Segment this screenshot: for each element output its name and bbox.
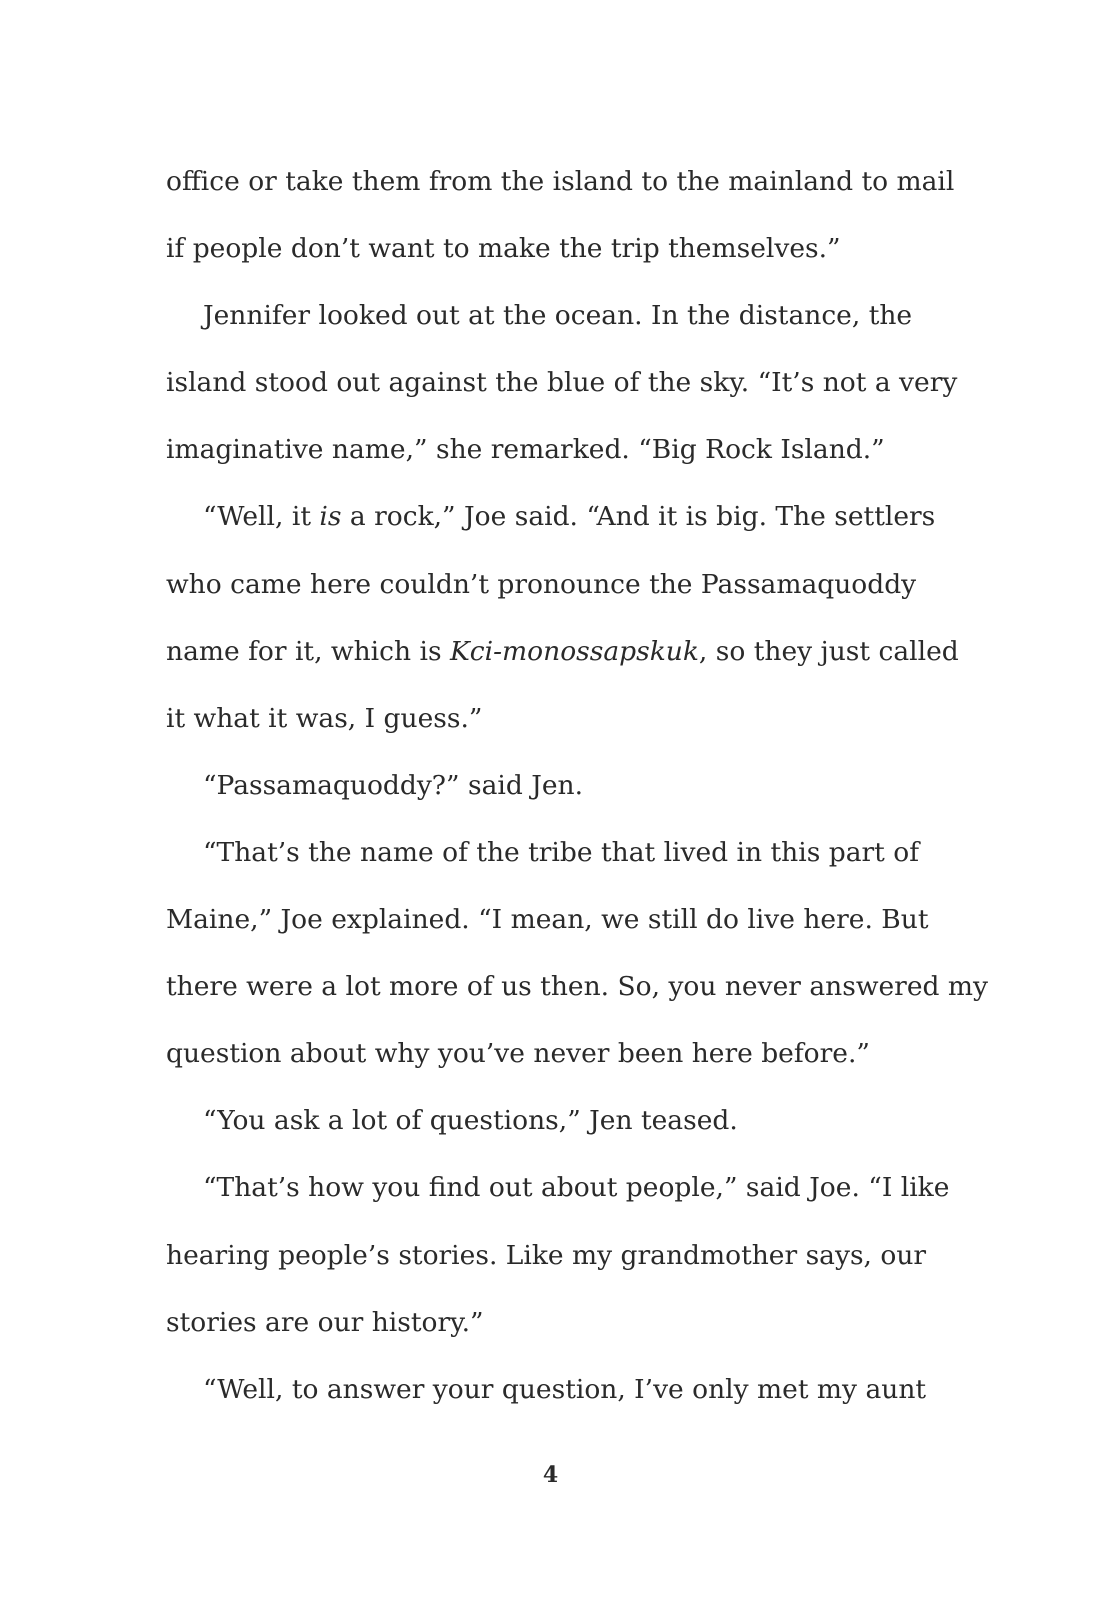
text-line: Maine,” Joe explained. “I mean, we still do live here. But: [166, 904, 929, 936]
text-line: island stood out against the blue of the sky. “It’s not a very: [166, 367, 958, 399]
text-line: “You ask a lot of questions,” Jen teased.: [203, 1105, 738, 1137]
text-run: a rock,” Joe said. “And it is big. The settlers: [341, 501, 936, 533]
text-line: [166, 483, 936, 550]
body-text: [166, 148, 989, 1423]
text-line: there were a lot more of us then. So, you never answered my: [166, 971, 989, 1003]
text-line: it what it was, I guess.”: [166, 702, 483, 734]
text-line: “That’s how you find out about people,” said Joe. “I like: [203, 1172, 950, 1204]
text-line: stories are our history.”: [166, 1306, 484, 1338]
text-line: office or take them from the island to the mainland to mail: [166, 166, 955, 197]
text-line: [166, 618, 959, 685]
text-line: question about why you’ve never been here before.”: [166, 1038, 870, 1070]
text-line: Jennifer looked out at the ocean. In the distance, the: [203, 300, 913, 332]
text-run: name for it, which is: [166, 635, 450, 667]
page-number: 4: [542, 1462, 559, 1488]
text-line: imaginative name,” she remarked. “Big Rock Island.”: [166, 434, 885, 466]
text-line: “Passamaquoddy?” said Jen.: [203, 769, 584, 801]
text-line: if people don’t want to make the trip themselves.”: [166, 233, 841, 265]
text-line: “Well, to answer your question, I’ve only met my aunt: [203, 1373, 927, 1405]
text-run: “Well, it: [203, 501, 320, 533]
text-run: , so they just called: [698, 635, 959, 667]
text-line: who came here couldn’t pronounce the Passamaquoddy: [166, 568, 917, 600]
text-line: “That’s the name of the tribe that lived in this part of: [203, 836, 920, 868]
text-line: hearing people’s stories. Like my grandmother says, our: [166, 1239, 927, 1271]
italic-text: is: [319, 501, 342, 533]
italic-text: Kci-monossapskuk: [449, 635, 699, 667]
